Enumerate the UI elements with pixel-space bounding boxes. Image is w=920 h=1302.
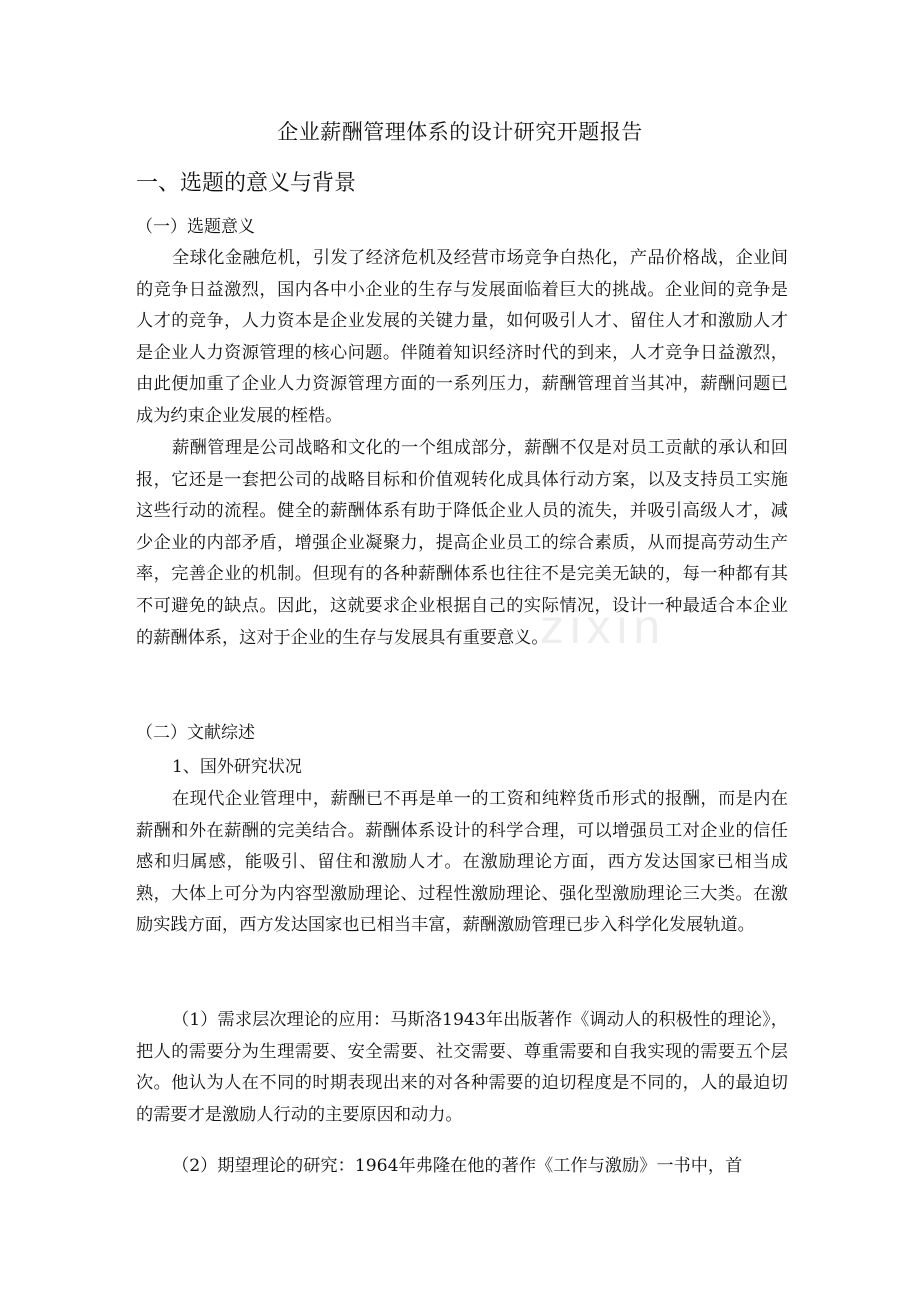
paragraph-2: 薪酬管理是公司战略和文化的一个组成部分，薪酬不仅是对员工贡献的承认和回报，它还是一套把公司的战略目标和价值观转化成具体行动方案，以及支持员工实施这些行动的流程。健全的薪酬体系有助于降低企业人员的流失，并吸引高级人才，减少企业的内部矛盾，增强企业凝聚力，提高企业员工的综合素质，从而提高劳动生产率，完善企业的机制。但现有的各种薪酬体系也往往不是完美无缺的，每一种都有其不可避免的缺点。因此，这就要求企业根据自己的实际情况，设计一种最适合本企业的薪酬体系，这对于企业的生存与发展具有重要意义。: [136, 438, 788, 648]
subsection-heading-significance: （一）选题意义: [136, 217, 255, 237]
subsection-heading-literature: （二）文献综述: [136, 723, 255, 743]
subsection-heading-foreign-research: 1、国外研究状况: [172, 757, 302, 777]
watermark: zixin: [540, 601, 667, 654]
paragraph-3: 在现代企业管理中，薪酬已不再是单一的工资和纯粹货币形式的报酬，而是内在薪酬和外在薪酬的完美结合。薪酬体系设计的科学合理，可以增强员工对企业的信任感和归属感，能吸引、留住和激励人才。在激励理论方面，西方发达国家已相当成熟，大体上可分为内容型激励理论、过程性激励理论、强化型激励理论三大类。在激励实践方面，西方发达国家也已相当丰富，薪酬激励管理已步入科学化发展轨道。: [136, 789, 788, 936]
paragraph-1: 全球化金融危机，引发了经济危机及经营市场竞争白热化，产品价格战，企业间的竞争日益激烈，国内各中小企业的生存与发展面临着巨大的挑战。企业间的竞争是人才的竞争，人力资本是企业发展的关键力量，如何吸引人才、留住人才和激励人才是企业人力资源管理的核心问题。伴随着知识经济时代的到来，人才竞争日益激烈，由此便加重了企业人力资源管理方面的一系列压力，薪酬管理首当其冲，薪酬问题已成为约束企业发展的桎梏。: [136, 248, 788, 426]
section-heading-1: 一、选题的意义与背景: [136, 171, 357, 196]
paragraph-4: （1）需求层次理论的应用：马斯洛1943年出版著作《调动人的积极性的理论》，把人的需要分为生理需要、安全需要、社交需要、尊重需要和自我实现的需要五个层次。他认为人在不同的时期表现出来的对各种需要的迫切程度是不同的，人的最迫切的需要才是激励人行动的主要原因和动力。: [136, 1010, 788, 1125]
document-title: 企业薪酬管理体系的设计研究开题报告: [277, 120, 643, 144]
paragraph-5: （2）期望理论的研究：1964年弗隆在他的著作《工作与激励》一书中，首: [172, 1156, 743, 1176]
